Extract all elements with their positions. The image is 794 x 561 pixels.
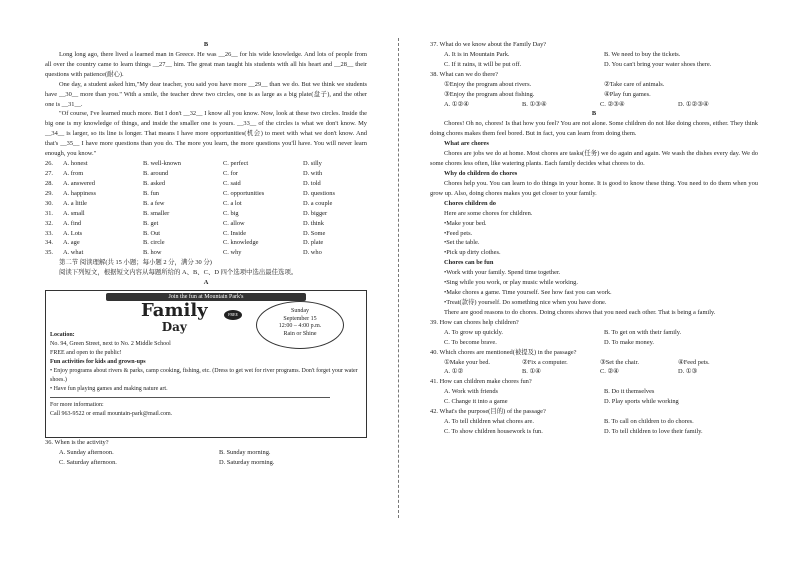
section-b-title-right: B (591, 110, 597, 118)
question-39: 39. How can chores help children? (430, 318, 519, 326)
q36-options: A. Sunday afternoon. B. Sunday morning. (59, 448, 271, 456)
ad-header: Join the fun at Mountain Park's (106, 293, 306, 301)
heading-what-are-chores: What are chores (444, 140, 489, 148)
heading-why-chores: Why do children do chores (444, 169, 518, 177)
chores-paragraph-2: Chores are jobs we do at home. Most chores are tasks(任务) we do again and again. We wash the dishes every day. We do some chores less often, like watering plants. Each family decides what chores to do. (430, 150, 758, 168)
family-day-logo: Family Day (141, 300, 208, 335)
q36-options: C. Saturday afternoon. D. Saturday morning. (59, 458, 275, 466)
q40-options: A. ①② B. ①④ C. ②④ D. ①③ (444, 368, 698, 376)
section-b-title: B (203, 41, 209, 48)
option-row: 32. A. find B. get C. allow D. think (45, 219, 324, 227)
option-row: 35. A. what B. how C. why D. who (45, 249, 322, 257)
option-row: 26. A. honest B. well-known C. perfect D. silly (45, 160, 322, 168)
list-intro: Here are some chores for children. (444, 209, 533, 217)
section-2-title: 第二节 阅读理解(共 15 小题；每小题 2 分，满分 30 分) (59, 259, 212, 267)
question-38: 38. What can we do there? (430, 70, 499, 78)
option-row: 31. A. small B. smaller C. big D. bigger (45, 209, 328, 217)
list-item: •Make chores a game. Time yourself. See how fast you can work. (444, 289, 612, 297)
cloze-options (45, 159, 367, 258)
date-oval: Sunday September 15 12:00 – 4:00 p.m. Rain or Shine (256, 301, 344, 349)
option-row: 30. A. a little B. a few C. a lot D. a couple (45, 199, 333, 207)
question-41: 41. How can children make chores fun? (430, 378, 532, 386)
q41-options: A. Work with friends B. Do it themselves (444, 388, 655, 396)
heading-chores-fun: Chores can be fun (444, 259, 494, 267)
question-42: 42. What's the purpose(目的) of the passage? (430, 408, 546, 416)
right-column (430, 40, 758, 437)
q37-options: C. If it rains, it will be put off. D. You can't bring your water shoes there. (444, 60, 712, 68)
bullet-2: • Have fun playing games and making nature art. (50, 386, 168, 393)
section-2-instructions: 阅读下列短文，根据短文内容从每题所给的 A、B、C、D 四个选项中选出最佳选项。 (59, 269, 298, 277)
option-row: 29. A. happiness B. fun C. opportunities D. questions (45, 189, 335, 197)
option-row: 34. A. age B. circle C. knowledge D. plate (45, 239, 324, 247)
q38-items: ③Enjoy the program about fishing. ④Play fun games. (444, 90, 651, 98)
contact: Call 963-9522 or email mountain-park@mail.com. (50, 411, 173, 418)
list-item: •Set the table. (444, 239, 480, 247)
heading-chores-children-do: Chores children do (444, 199, 496, 207)
list-item: •Pick up dirty clothes. (444, 249, 501, 257)
left-column (45, 40, 367, 468)
q38-options: A. ①②④ B. ①③④ C. ②③④ D. ①②③④ (444, 100, 709, 108)
q41-options: C. Change it into a game D. Play sports while working (444, 398, 679, 406)
q42-options: C. To show children housework is fun. D. To tell children to love their family. (444, 427, 703, 435)
list-item: •Sing while you work, or play music while working. (444, 279, 578, 287)
bullet-1: • Enjoy programs about rivers & parks, camp cooking, fishing, etc. (Dress to get wet for river programs. Don't forget your water shoes.) (50, 368, 358, 384)
q37-options: A. It is in Mountain Park. B. We need to buy the tickets. (444, 50, 681, 58)
chores-paragraph-4: There are good reasons to do chores. Doing chores shows that you need each other. That is being a family. (444, 308, 716, 316)
section-a-title: A (203, 279, 209, 287)
location: No. 94, Green Street, next to No. 2 Middle School (50, 341, 171, 348)
free-text: FREE and open to the public! (50, 350, 122, 357)
option-row: 28. A. answered B. asked C. said D. told (45, 179, 321, 187)
ad-text (50, 331, 360, 419)
free-badge: FREE (224, 310, 242, 320)
q39-options: A. To grow up quickly. B. To get on with their family. (444, 328, 682, 336)
fun-title: Fun activities for kids and grown-ups (50, 359, 146, 366)
q38-items: ①Enjoy the program about rivers. ②Take care of animals. (444, 80, 665, 88)
chores-paragraph-1: Chores! Oh no, chores! Is that how you feel? You are not alone. Some children do not like doing chores, either. They think doing chores makes them feel bored. But in fact, you can learn from doing them. (430, 120, 758, 138)
cloze-paragraph-2: One day, a student asked him,"My dear teacher, you said you have more __29__ than we do. But we think we students have __30__ more than you." With a smile, the teacher drew two circles, one is as large as a big plate(盘子), and the other one is __31__. (45, 80, 367, 108)
cloze-paragraph-3: "Of course, I've learned much more. But I don't __32__ I know all you know. Now, look at these two circles. Inside the big one is my knowledge of things, and inside the smaller one is yours. __33__ of the circles is what we don't know. My __34__ is larger, so its line is longer. That means I have more opportunities(机会) to meet with what we don't know. And that's __35__ I have more questions than you do. The more you learn, the more questions you'll have. You will never learn enough, you know." (45, 110, 367, 158)
list-item: •Feed pets. (444, 229, 473, 237)
list-item: •Make your bed. (444, 219, 487, 227)
question-37: 37. What do we know about the Family Day? (430, 41, 547, 48)
option-row: 27. A. from B. around C. for D. with (45, 169, 323, 177)
q40-items: ①Make your bed. ②Fix a computer. ③Set the chair. ④Feed pets. (444, 358, 710, 366)
question-36: 36. When is the activity? (45, 439, 109, 447)
question-40: 40. Which chores are mentioned(被提及) in the passage? (430, 348, 577, 356)
chores-paragraph-3: Chores help you. You can learn to do things in your home. It is good to know these thing. You need to do them when you grow up. Also, doing chores makes you get closer to your family. (430, 179, 758, 197)
list-item: •Treat(款待) yourself. Do something nice when you have done. (444, 298, 607, 306)
column-divider (398, 38, 399, 518)
option-row: 33. A. Lots B. Out C. Inside D. Some (45, 229, 326, 237)
family-day-ad (45, 290, 367, 438)
q39-options: C. To become brave. D. To make money. (444, 338, 654, 346)
location-label: Location: (50, 332, 75, 339)
list-item: •Work with your family. Spend time together. (444, 269, 561, 277)
q42-options: A. To tell children what chores are. B. To call on children to do chores. (444, 418, 694, 426)
more-info: For more information: (50, 402, 104, 409)
cloze-paragraph-1: Long long ago, there lived a learned man in Greece. He was __26__ for his wide knowledge. And lots of people from all over the country came to learn things __27__ him. The great man taught his students with all his heart and __28__ their questions with patience(耐心). (45, 50, 367, 78)
